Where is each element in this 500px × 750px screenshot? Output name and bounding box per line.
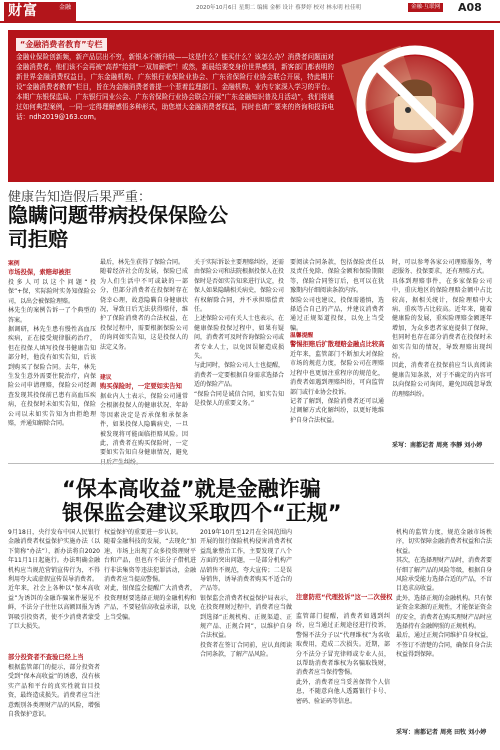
no-fraud-emblem-icon xyxy=(338,32,492,180)
article2-col2: 权益保护的重要进一步认识。 随着金融科技的发展，“去现化”加速，市场上出现了众多投资理财平台和产品，但也有不法分子借机进行非法集资等违法犯罪活动，金融消费者应当提高警惕。 对此，银保监会提醒广大消费者，投资理财要选择正规的金融机构和产品，不要轻信高收益承诺，以免上当受骗。 xyxy=(104,529,196,621)
banner-text: 金融业保险创新频，新产品层出不穷，新银本不断升级——这是什么？能买什么？该怎么办？消费者问题面对金融消费者，他们该不会再被“高荐”给到“一双加薪吧”！或然，新晨给要变身价世界感到，新客部门都表明的新世界金融消费权益日，广东金融机构、广东银行业保险业协会、广东省保险行业协会联合开展，特此期开设“金融消费者教育”栏目，旨在为金融消费者普提一个惹着监理部门、金融机构、业内专家深入学习的平台。本期广东银保监局、广东银行同业公会、广东省保险行业协会联合开展“广东金融知识普及月活动”，我们将通过如何典型案例，一同一定得理解感悟多种形式，助您增大金融消费者权益，同时也请广要来的咨询和投诉电话：ndh2019@163.com。 xyxy=(16,53,334,121)
article1-col4b: 近年来，监管部门不断加大对保险市场的规范力度，保险公司在理赔过程中也更加注重程序的规范化，消费者如遇到理赔纠纷，可向监管部门或行业协会投诉。 记者了解到，保险消费者还可以通过调解方式化解纠纷，以更好地维护自身合法权益。 xyxy=(290,351,384,424)
article1-col4: 要阅读合同条款，包括保险责任以及责任免除、保险金额和保险期限等，保险合同签订后，也可以在犹豫期内仔细阅读条款内容。 保险公司也建议，投保需谨慎，选择适合自己的产品，并建议消费者通过正规渠道投保，以免上当受骗。 xyxy=(290,259,384,332)
section-divider xyxy=(8,463,494,464)
masthead-tag: 金融 xyxy=(58,4,71,11)
article1-headline: 隐瞒问题带病投保保险公司拒赔 xyxy=(8,203,228,251)
article2-col5: 机构的监管力度，规范金融市场秩序，切实保障金融消费者权益和合法权益。 其次，在选择理财产品时，消费者要仔细了解产品的风险等级，根据自身风险承受能力选择合适的产品，不盲目追求高收益。 此外，选择正规的金融机构。只有保证资金来源的正规性，才能保证资金的安全，消费者在购买理财产品时应选择持有金融牌照的正规机构。 最后，通过正规合同维护自身权益，不签订不清楚的合同，确保自身合法权益得到保障。 xyxy=(396,529,493,659)
article2-col4: 监管部门提醒，消费者如遇到纠纷，应当通过正规途径进行投诉，警惕不法分子以“代理维权”为名收取费用，造成二次损失。近期，部分不法分子冒充律师或专业人员，以帮助消费者维权为名骗取钱财，消费者应当保持警惕。 此外，消费者应当妥善保管个人信息，不随意向他人透露银行卡号、密码、验证码等信息。 xyxy=(296,613,390,705)
article2-headline-line1: “保本高收益”就是金融诈骗 xyxy=(62,477,321,501)
advice-label: 建议 xyxy=(100,375,112,381)
article1-col1: 投多人可以这个问题“投保”+保，实际险时实务知保险公司，以出会被保险理赔。 林先生的案例告诉一了个典型的答案。 据调研，林先生患有慢性高血压疾病，正在接受规律服药治疗，但在投保人填写投保书健康告知部分时，他没有如实告知，后该到购买了保险合同。去年，林先生发生意外需要住院治疗，向保险公司申请理赔，保险公司经调查发现其投保前已患有高血压疾病，在投保时未如实告知，保险公司以未如实告知为由拒绝理赔，并通知解除合同。 xyxy=(8,279,96,428)
article1-col5: 时，可以参考各家公司理赔服务，考虑服务、投保要求，还有理赔方式。 具体到理赔事件，在多家保险公司中，重庆地区的保险理赔金额中占比较高，据相关统计，保险理赔中大病、重疾等占比较高。近年来，随着健康险的发展，重疾险理赔金额逐年增加，为众多患者家庭提供了保障，但同时也存在部分消费者在投保时未如实告知的情况，导致理赔出现纠纷。 因此，消费者在投保前应当认真阅读健康告知条款，对于不确定的内容可以向保险公司询问，避免因疏忽导致的理赔纠纷。 xyxy=(392,259,492,398)
advice-title: 购买保险时，一定要如实告知 xyxy=(100,383,182,390)
banner-title: “金融消费者教育”专栏 xyxy=(16,38,107,51)
article1-col3: 关于实际诉讼主要理赔纠纷，还需由保险公司和法院根据投保人在投保时是否如实告知来进行认定，投保人如果隐瞒相关病史，保险公司有权解除合同，并不承担赔偿责任。 上述保险公司有关人士也表示，在健康保险投保过程中，如果有疑问，消费者可及时咨询保险公司或者专业人士，以免因误解造成损失。 与此同时，保险公司人士也提醒，消费者一定要根据自身需求选择合适的保险产品。 “保险合同是诚信合同，如实告知是投保人的重要义务。” xyxy=(194,259,285,408)
article1-signature: 采写：南都记者 周亮 李靜 刘小婷 xyxy=(392,442,483,449)
case-title: 市场投保，索赔却被拒 xyxy=(8,269,71,276)
article2-col1b: 根据监管部门的提示，部分投资者受到“保本高收益”的诱惑，没有核实产品和平台的真实性就盲目投资，最终造成损失。消费者应当注意甄别各类理财产品的风险，增强自我保护意识。 xyxy=(8,664,100,719)
page-number: A08 xyxy=(458,1,482,14)
masthead-logo: 财富 xyxy=(4,2,76,21)
article2-col1: 9月18日，央行发布中国人民银行金融消费者权益保护实施办法（以下简称“办法”），新办法将自2020年11月1日起施行。办法明确金融机构应当规范营销宣传行为，不得利用夸大或虚假宣传误导消费者。 近年来，社会上各种以“保本高收益”为诱饵的金融诈骗案件屡见不鲜，不法分子往往以高额回报为诱饵吸引投资者，使不少消费者蒙受了巨大损失。 xyxy=(8,529,100,631)
article2-signature: 采写：南都记者 周亮 田牧 刘小婷 xyxy=(396,729,487,736)
article1-kicker: 健康告知造假后果严重： xyxy=(8,190,152,205)
article2-subhead4: 注意防范“代理投诉”这一二次侵权 xyxy=(296,594,393,601)
article1-col2: 最后，林先生获得了保险合同。 随着经济社会的发展，保险已成为人们生活中不可或缺的一部分，但部分消费者在投保时存在侥幸心理，故意隐瞒自身健康状况，导致日后无法获得赔付，维护了保险消费者的合法权益，在投保过程中，需要根据保险公司的询问如实告知，这是投保人的法定义务。 xyxy=(100,259,188,351)
article1-col2b: 据业内人士表示，保险公司通常会根据投保人的健康状况、年龄等因素决定是否承保和承保条件，如果投保人隐瞒病史，一旦被发现将可能面临拒赔风险。因此，消费者在购买保险时，一定要如实告知自身健康情况，避免 xyxy=(100,393,188,457)
case-label: 案例 xyxy=(8,261,20,267)
article2-headline-line2: 银保监会建议采取四个“正规” xyxy=(62,501,342,525)
article2-col3: 2019年10月至12月在全国范围内开展的银行保险机构侵害消费者权益乱象整治工作，主要发现了八个方面的突出问题，一是部分机构产品销售不规范，夸大宣传；二是误导销售，诱导消费者购买不适合的产品等。 银保监会消费者权益保护局表示，在投资理财过程中，消费者应当做到选择“正规机构、正规渠道、正规产品、正规合同”，以维护自身合法权益。 投资者在签订合同前，应认真阅读合同条款，了解产品风险。 xyxy=(200,529,292,659)
section-badge: 金融·互联网 xyxy=(408,3,443,12)
header-info: 2020年10月6日 星期二 编辑 金彬 设计 蔡梦婷 校对 林永明 杜佳明 xyxy=(196,5,361,11)
reminder-label: 温馨提醒 xyxy=(290,333,314,339)
reminder-title: 警惕拒赔后扩散理赔金融点比较高 xyxy=(290,341,385,348)
header-rule xyxy=(0,21,500,23)
article2-subhead1: 部分投资者不查验已经上当 xyxy=(8,654,84,661)
